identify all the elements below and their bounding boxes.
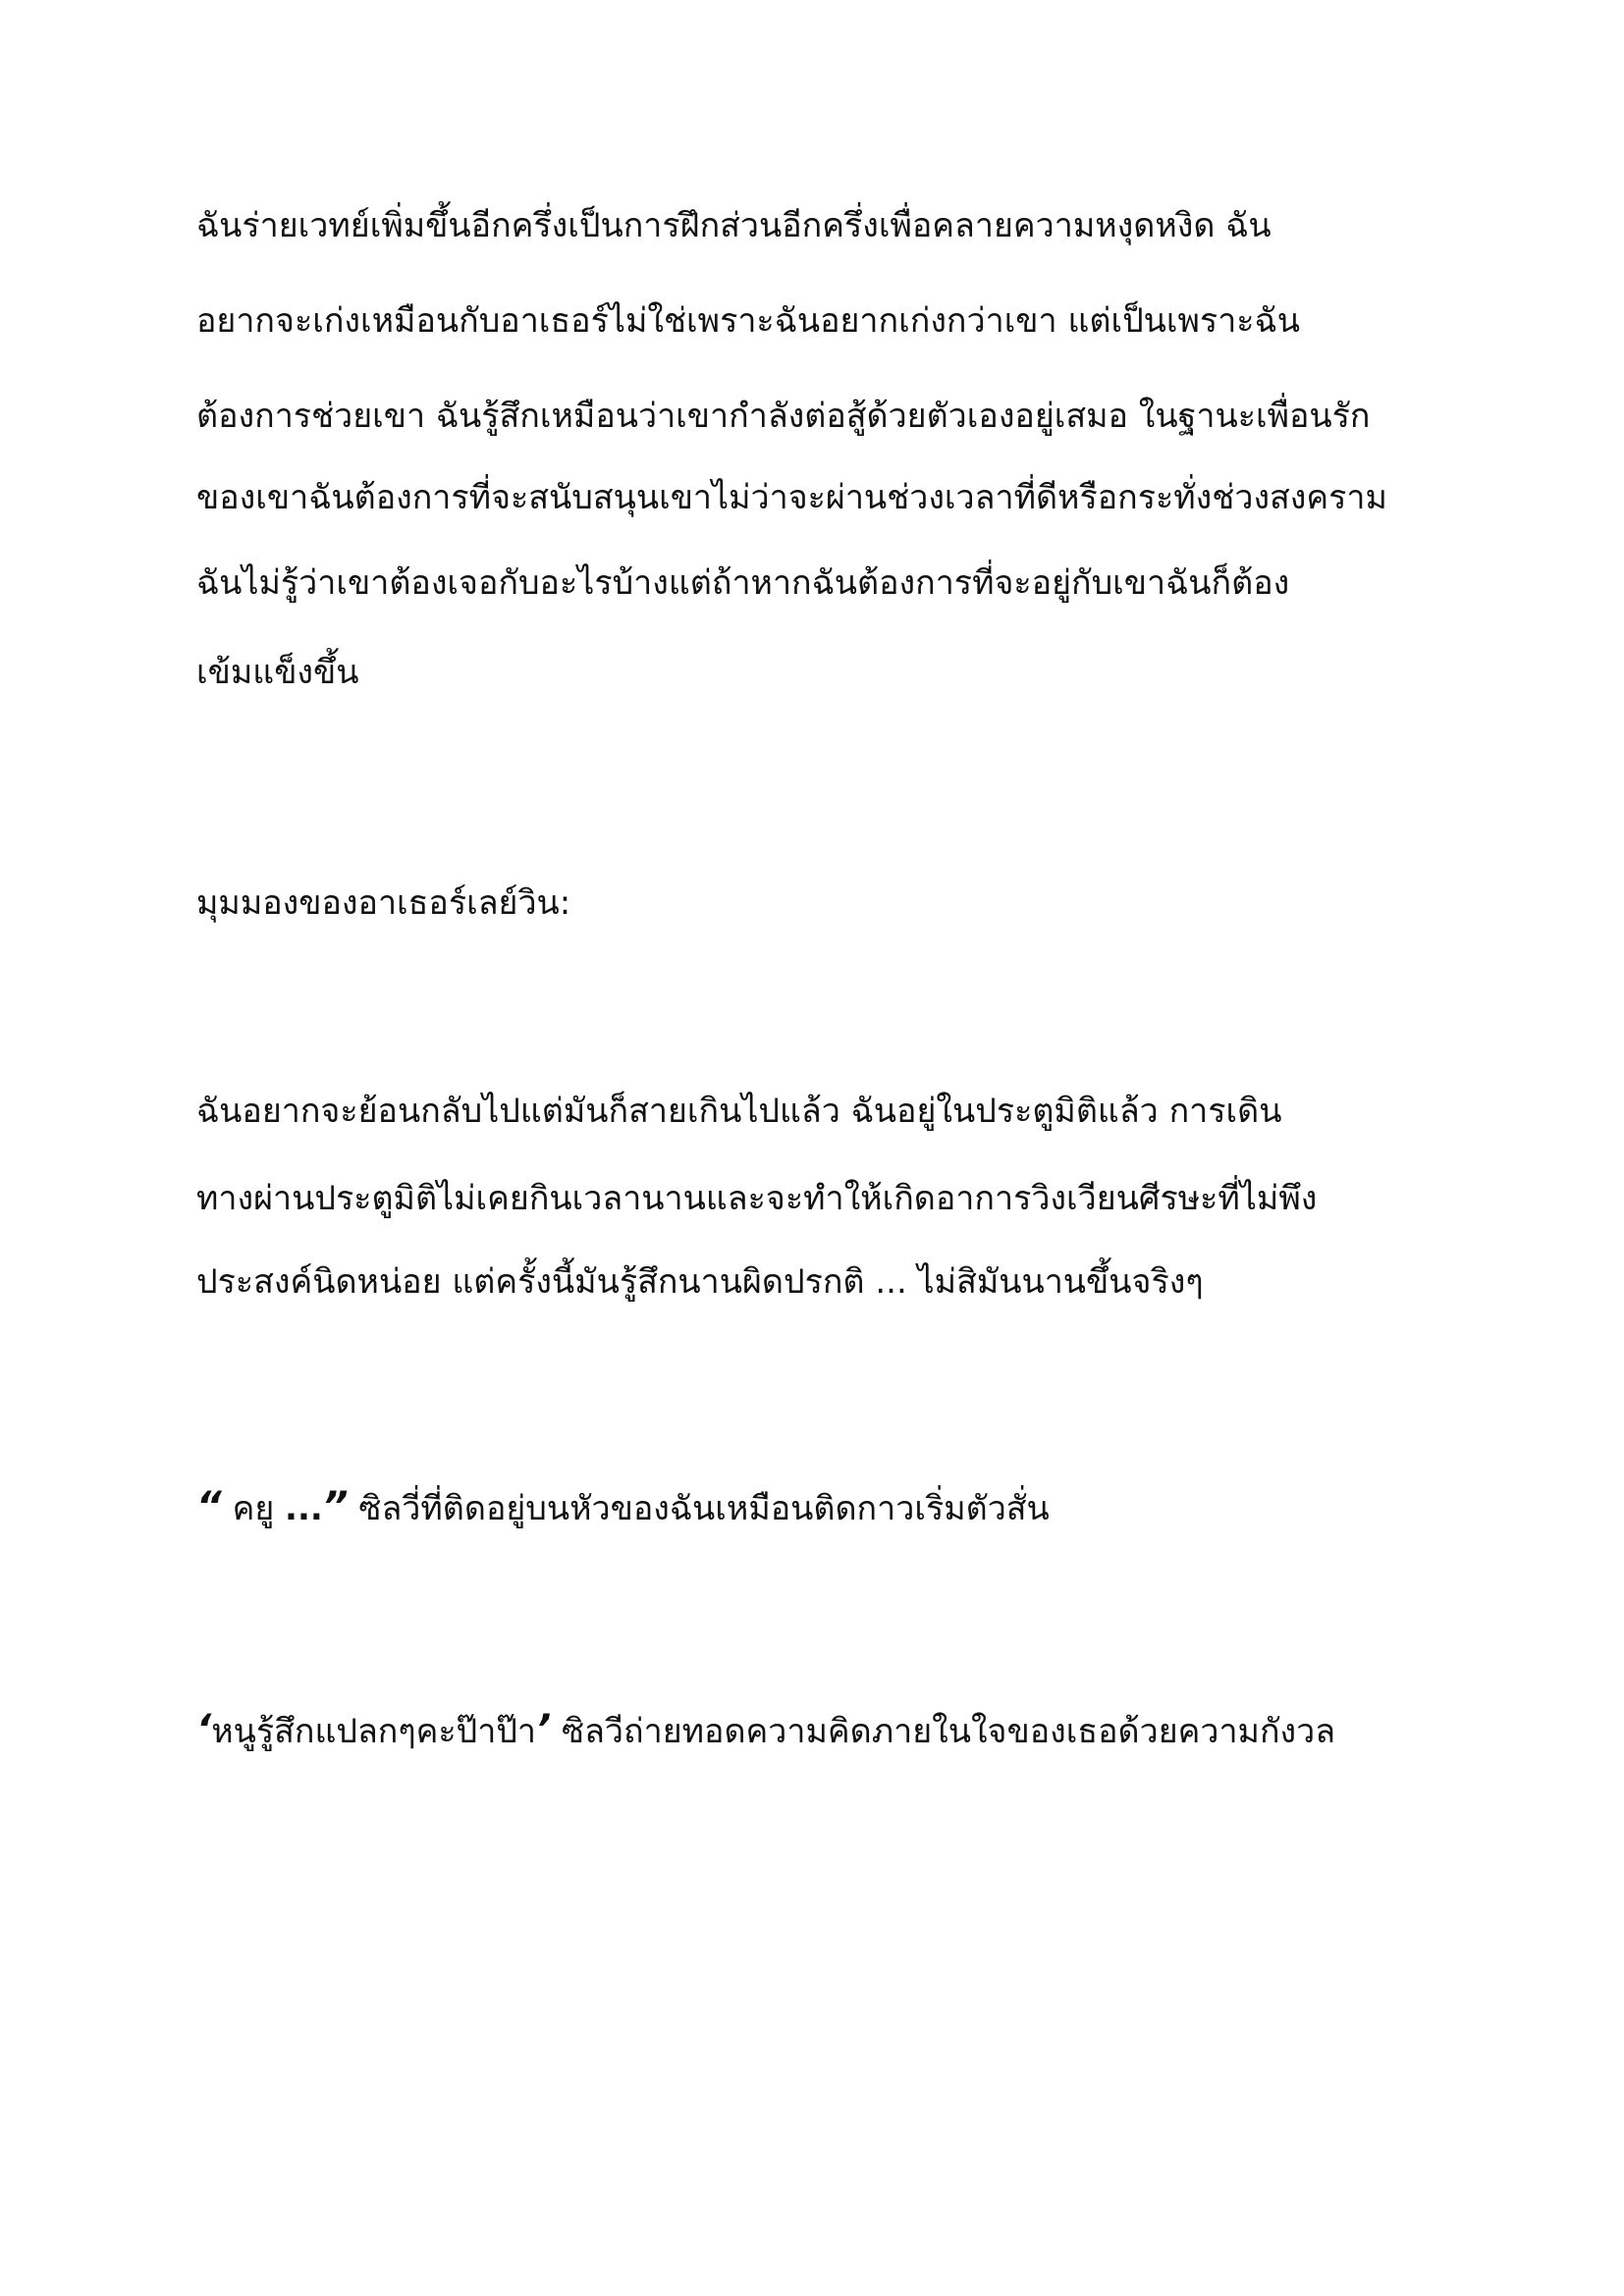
open-quote: “	[196, 1484, 222, 1529]
paragraph-1-line-4: ของเขาฉันต้องการที่จะสนับสนุนเขาไม่ว่าจะผ่านช่วงเวลาที่ดีหรือกระทั่งช่วงสงคราม	[196, 478, 1387, 517]
paragraph-2-line-3: ประสงค์นิดหน่อย แต่ครั้งนี้มันรู้สึกนานผิดปรกติ ... ไม่สิมันนานขึ้นจริงๆ	[196, 1262, 1204, 1302]
dialogue-1-narration: ซิลวี่ที่ติดอยู่บนหัวของฉันเหมือนติดกาวเริ่มตัวสั่น	[348, 1489, 1050, 1528]
paragraph-1-line-6: เข้มแข็งขึ้น	[196, 653, 359, 692]
paragraph-1-line-3: ต้องการช่วยเขา ฉันรู้สึกเหมือนว่าเขากำลังต่อสู้ด้วยตัวเองอยู่เสมอ ในฐานะเพื่อนรัก	[196, 397, 1371, 436]
dialogue-1	[196, 1482, 1050, 1533]
open-thought-quote: ‘	[196, 1707, 212, 1752]
dialogue-2-thought: หนูรู้สึกแปลกๆคะป๊าป๊า	[211, 1712, 536, 1751]
paragraph-2-line-1: ฉันอยากจะย้อนกลับไปแต่มันก็สายเกินไปแล้ว ฉันอยู่ในประตูมิติแล้ว การเดิน	[196, 1092, 1282, 1131]
pov-heading: มุมมองของอาเธอร์เลย์วิน:	[196, 883, 571, 923]
close-thought-quote: ’	[536, 1707, 552, 1752]
paragraph-1-line-1: ฉันร่ายเวทย์เพิ่มขึ้นอีกครึ่งเป็นการฝึกส่วนอีกครึ่งเพื่อคลายความหงุดหงิด ฉัน	[196, 206, 1272, 245]
paragraph-1-line-2: อยากจะเก่งเหมือนกับอาเธอร์ไม่ใช่เพราะฉันอยากเก่งกว่าเขา แต่เป็นเพราะฉัน	[196, 301, 1300, 341]
dialogue-2	[196, 1705, 1335, 1756]
paragraph-1-line-5: ฉันไม่รู้ว่าเขาต้องเจอกับอะไรบ้างแต่ถ้าหากฉันต้องการที่จะอยู่กับเขาฉันก็ต้อง	[196, 563, 1290, 603]
paragraph-2-line-2: ทางผ่านประตูมิติไม่เคยกินเวลานานและจะทำให้เกิดอาการวิงเวียนศีรษะที่ไม่พึง	[196, 1179, 1318, 1218]
close-quote: ”	[322, 1484, 349, 1529]
dialogue-1-speech: คยู	[221, 1489, 286, 1528]
dialogue-2-narration: ซิลวีถ่ายทอดความคิดภายในใจของเธอด้วยความกังวล	[551, 1712, 1336, 1751]
dialogue-1-ellipsis: ...	[285, 1489, 323, 1528]
